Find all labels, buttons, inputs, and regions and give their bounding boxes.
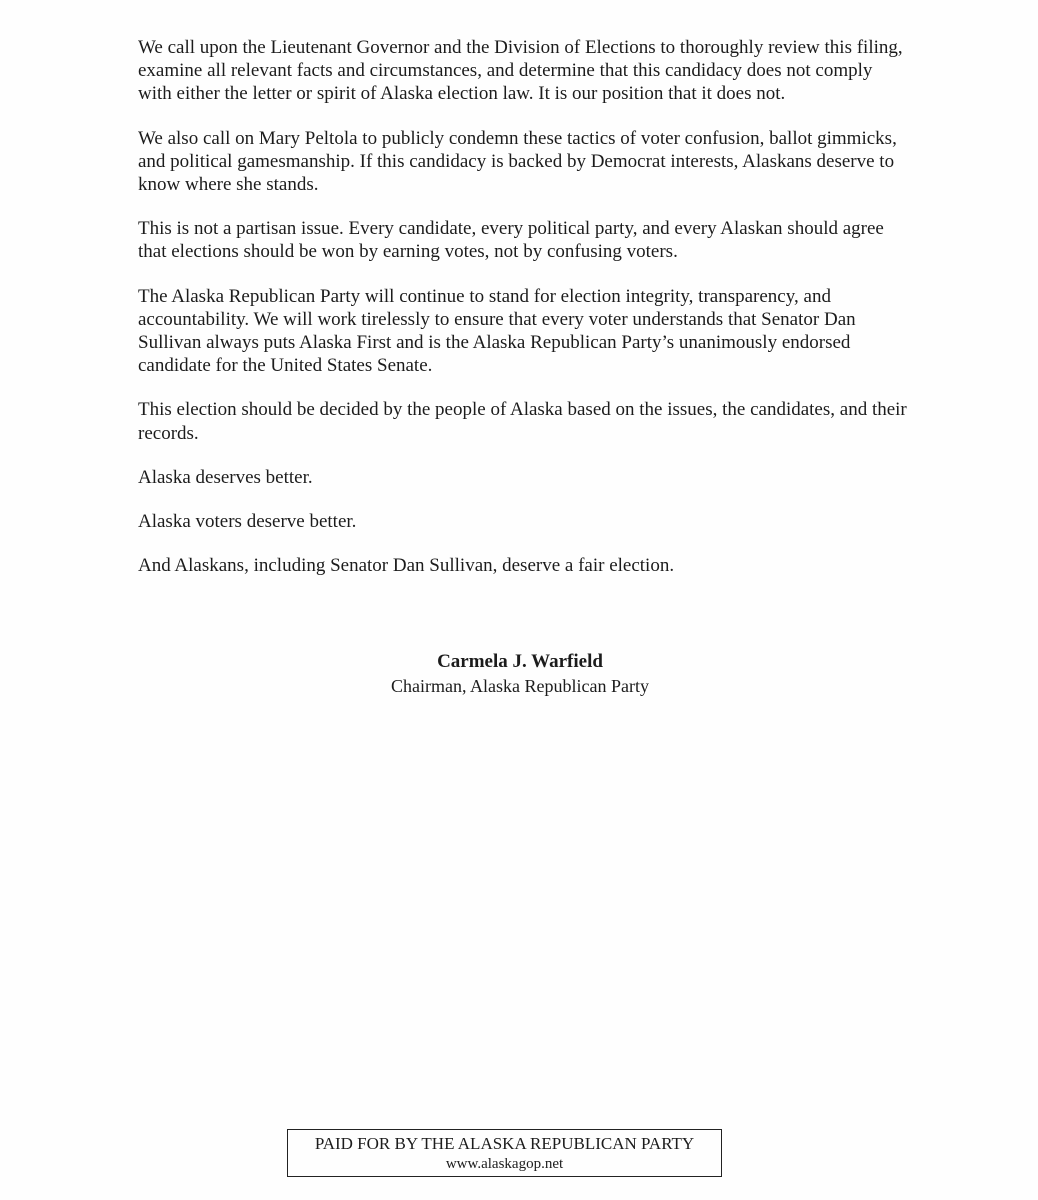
paragraph-review-request: We call upon the Lieutenant Governor and the Division of Elections to thoroughly review this filing, examine all relevant facts and circumstances, and determine that this candidacy does not comply with either the letter or spirit of Alaska election law. It is our position that it does not. <box>138 37 903 105</box>
paragraph-voters-deserve: Alaska voters deserve better. <box>138 511 357 533</box>
signatory-name: Carmela J. Warfield <box>437 651 603 672</box>
paid-for-disclaimer-box <box>287 1129 722 1177</box>
paragraph-peltola-call: We also call on Mary Peltola to publicly condemn these tactics of voter confusion, ballot gimmicks, and political gamesmanship. If this candidacy is backed by Democrat interests, Alaskans deserve to know where she stands. <box>138 127 897 196</box>
paragraph-nonpartisan: This is not a partisan issue. Every candidate, every political party, and every Alaskan should agree that elections should be won by earning votes, not by confusing voters. <box>138 218 884 263</box>
website-text: www.alaskagop.net <box>445 1156 564 1172</box>
paragraph-people-decide: This election should be decided by the people of Alaska based on the issues, the candidates, and their records. <box>138 399 907 444</box>
paragraph-fair-election: And Alaskans, including Senator Dan Sullivan, deserve a fair election. <box>138 555 675 577</box>
paragraph-alaska-deserves: Alaska deserves better. <box>138 466 313 488</box>
letter-body <box>138 36 908 598</box>
signatory-title: Chairman, Alaska Republican Party <box>391 676 649 696</box>
paragraph-party-commitment: The Alaska Republican Party will continue to stand for election integrity, transparency, and accountability. We will work tirelessly to ensure that every voter understands that Senator Dan Sullivan always puts Alaska First and is the Alaska Republican Party’s unanimously endorsed candidate for the United States Senate. <box>138 285 856 377</box>
signature-block <box>300 650 740 698</box>
paid-for-text: PAID FOR BY THE ALASKA REPUBLICAN PARTY <box>314 1134 695 1153</box>
